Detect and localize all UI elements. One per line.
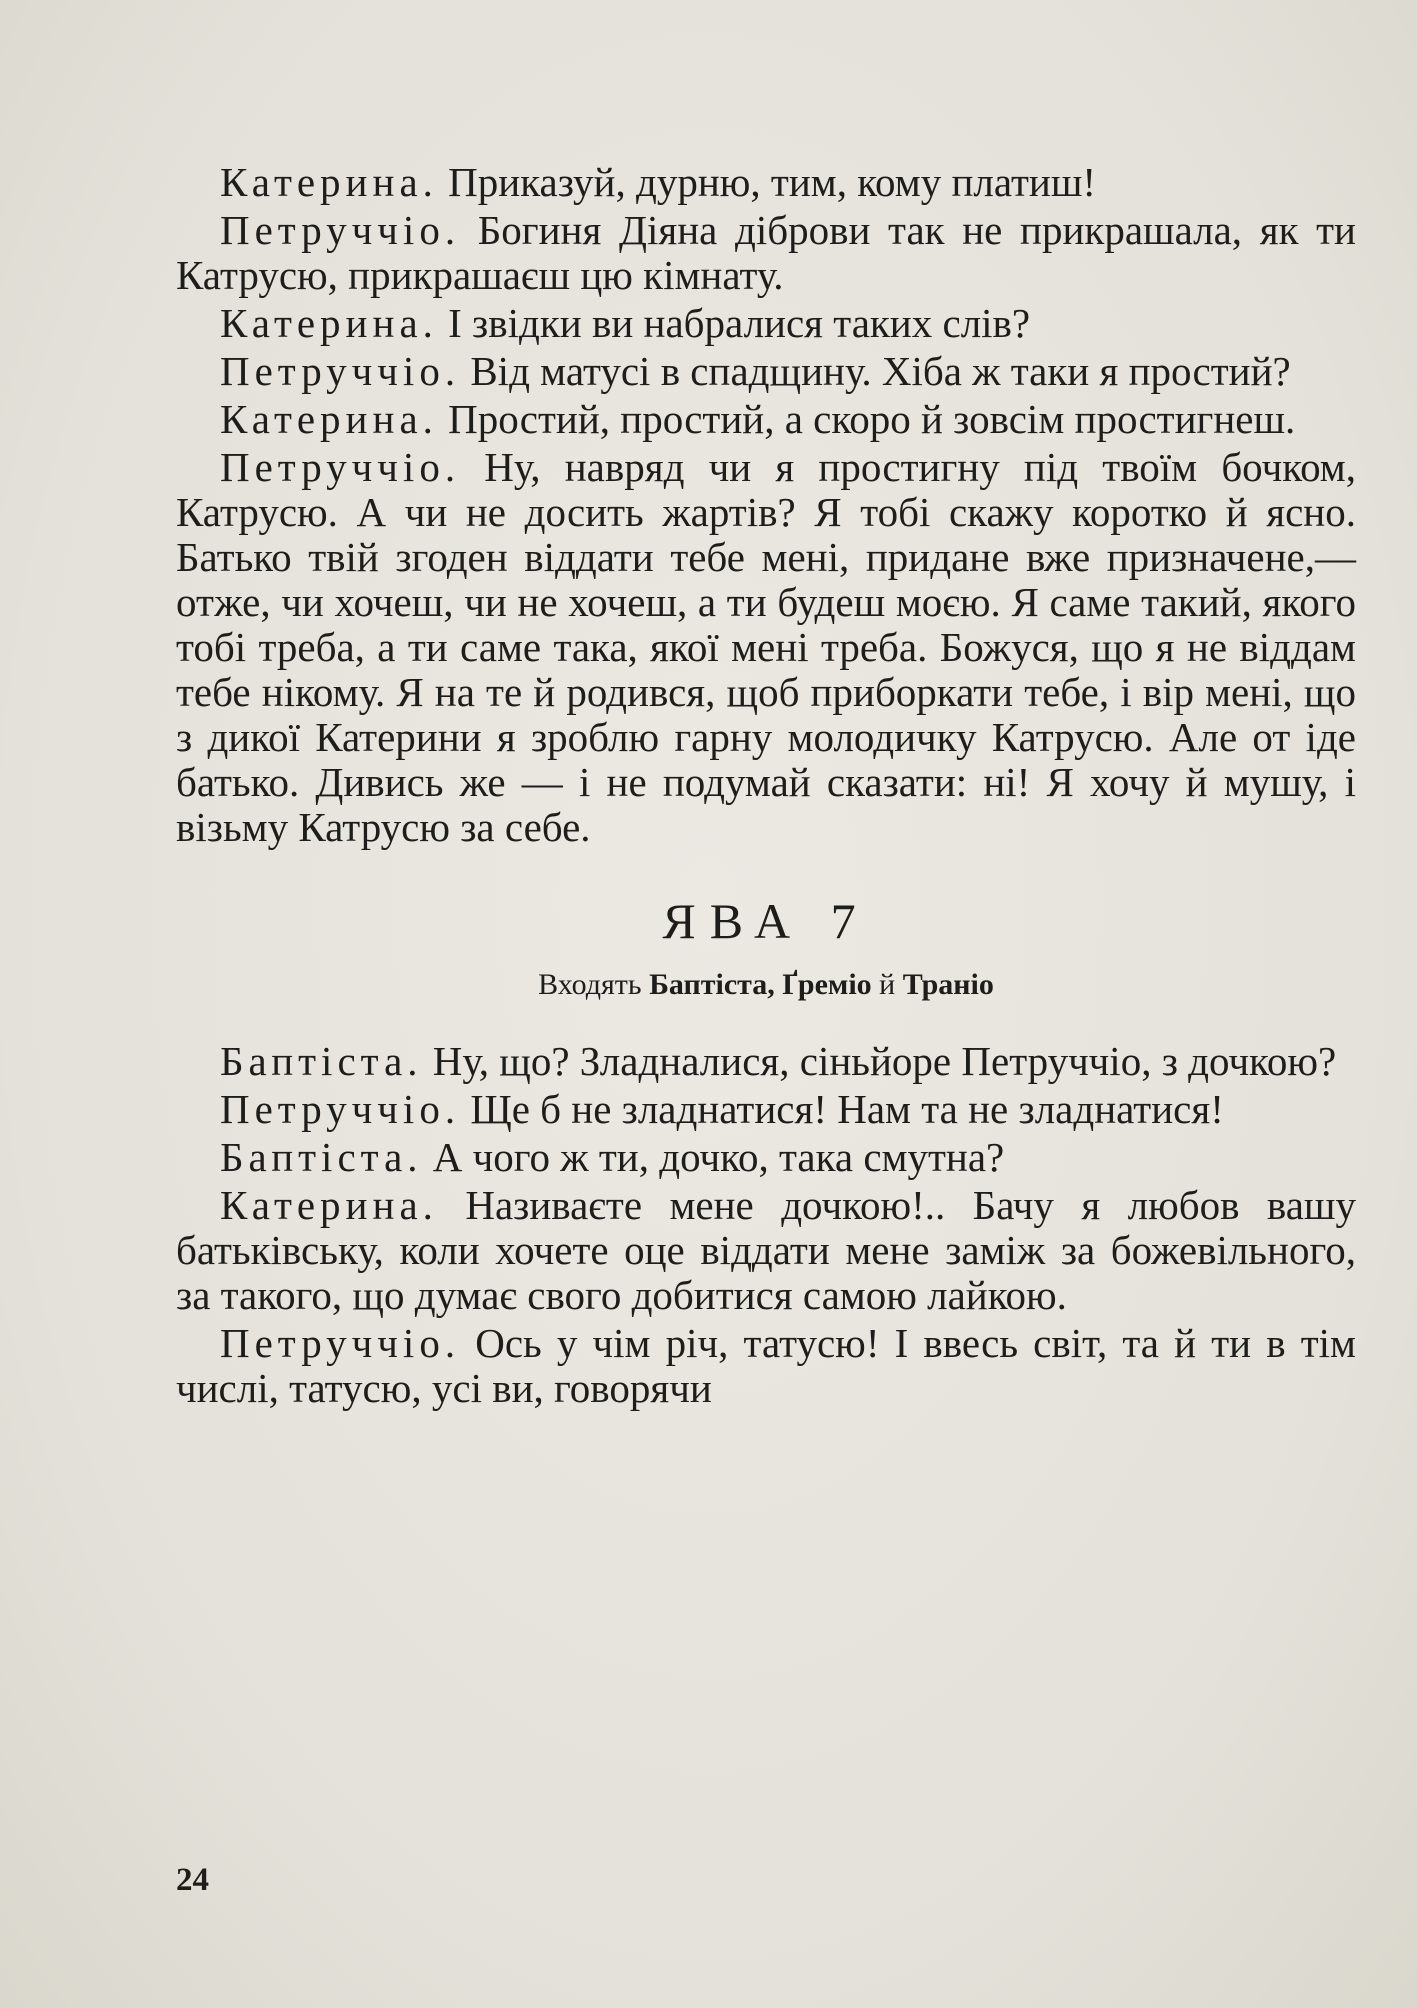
dialogue-paragraph: [176, 208, 1356, 298]
dialogue-after-scene: [176, 1039, 1356, 1411]
stage-direction-joiner: й: [871, 968, 903, 1001]
speaker-name: Катерина.: [220, 396, 438, 442]
dialogue-paragraph: [176, 445, 1356, 850]
dialogue-paragraph: [176, 1087, 1356, 1132]
speech-text: І звідки ви набралися таких слів?: [437, 300, 1031, 346]
speaker-name: Катерина.: [220, 159, 438, 205]
speaker-name: Петруччіо.: [220, 444, 461, 490]
speech-text: Називаєте мене дочкою!.. Бачу я любов вашу батьківську, коли хочете оце віддати мене заміж за божевільного, за такого, що думає свого добитися самою лайкою.: [176, 1182, 1356, 1318]
page-body: [176, 160, 1356, 1414]
dialogue-paragraph: [176, 349, 1356, 394]
speech-text: Ну, навряд чи я простигну під твоїм бочком, Катрусю. А чи не досить жартів? Я тобі скажу коротко й ясно. Батько твій згоден віддати тебе мені, придане вже призначене,— отже, чи хочеш, чи не хочеш, а ти будеш моєю. Я саме такий, якого тобі треба, а ти саме така, якої мені треба. Божуся, що я не віддам тебе нікому. Я на те й родився, щоб приборкати тебе, і вір мені, що з дикої Катерини я зроблю гарну молодичку Катрусю. Але от іде батько. Дивись же — і не подумай сказати: ні! Я хочу й мушу, і візьму Катрусю за себе.: [176, 444, 1356, 850]
speech-text: Ще б не зладнатися! Нам та не зладнатися!: [460, 1086, 1224, 1132]
speaker-name: Петруччіо.: [220, 348, 461, 394]
speaker-name: Катерина.: [220, 1182, 438, 1228]
dialogue-paragraph: [176, 397, 1356, 442]
dialogue-before-scene: [176, 160, 1356, 850]
speaker-name: Петруччіо.: [220, 1086, 461, 1132]
speech-text: Від матусі в спадщину. Хіба ж таки я простий?: [460, 348, 1291, 394]
speech-text: Простий, простий, а скоро й зовсім простигнеш.: [437, 396, 1296, 442]
speaker-name: Петруччіо.: [220, 1320, 461, 1366]
speech-text: Приказуй, дурню, тим, кому платиш!: [437, 159, 1097, 205]
speaker-name: Баптіста.: [220, 1134, 423, 1180]
speech-text: Ось у чім річ, татусю! І ввесь світ, та й ти в тім числі, татусю, усі ви, говорячи: [176, 1320, 1356, 1411]
speaker-name: Катерина.: [220, 300, 438, 346]
dialogue-paragraph: [176, 1321, 1356, 1411]
scene-heading: ЯВА 7: [662, 893, 870, 949]
stage-direction-prefix: Входять: [538, 968, 650, 1001]
stage-direction: [176, 965, 1356, 1005]
page-number: 24: [176, 1862, 209, 1898]
stage-character-baptista: Баптіста,: [649, 968, 775, 1001]
stage-character-tranio: Траніо: [902, 968, 994, 1001]
dialogue-paragraph: [176, 160, 1356, 205]
speaker-name: Петруччіо.: [220, 207, 461, 253]
speech-text: А чого ж ти, дочко, така смутна?: [422, 1134, 1005, 1180]
dialogue-paragraph: [176, 1039, 1356, 1084]
speaker-name: Баптіста.: [220, 1038, 423, 1084]
speech-text: Ну, що? Зладналися, сіньйоре Петруччіо, з дочкою?: [422, 1038, 1337, 1084]
dialogue-paragraph: [176, 1183, 1356, 1318]
stage-character-gremio: Ґреміо: [782, 968, 872, 1001]
dialogue-paragraph: [176, 1135, 1356, 1180]
dialogue-paragraph: [176, 301, 1356, 346]
speech-text: Богиня Діяна діброви так не прикрашала, як ти Катрусю, прикрашаєш цю кімнату.: [176, 207, 1356, 298]
